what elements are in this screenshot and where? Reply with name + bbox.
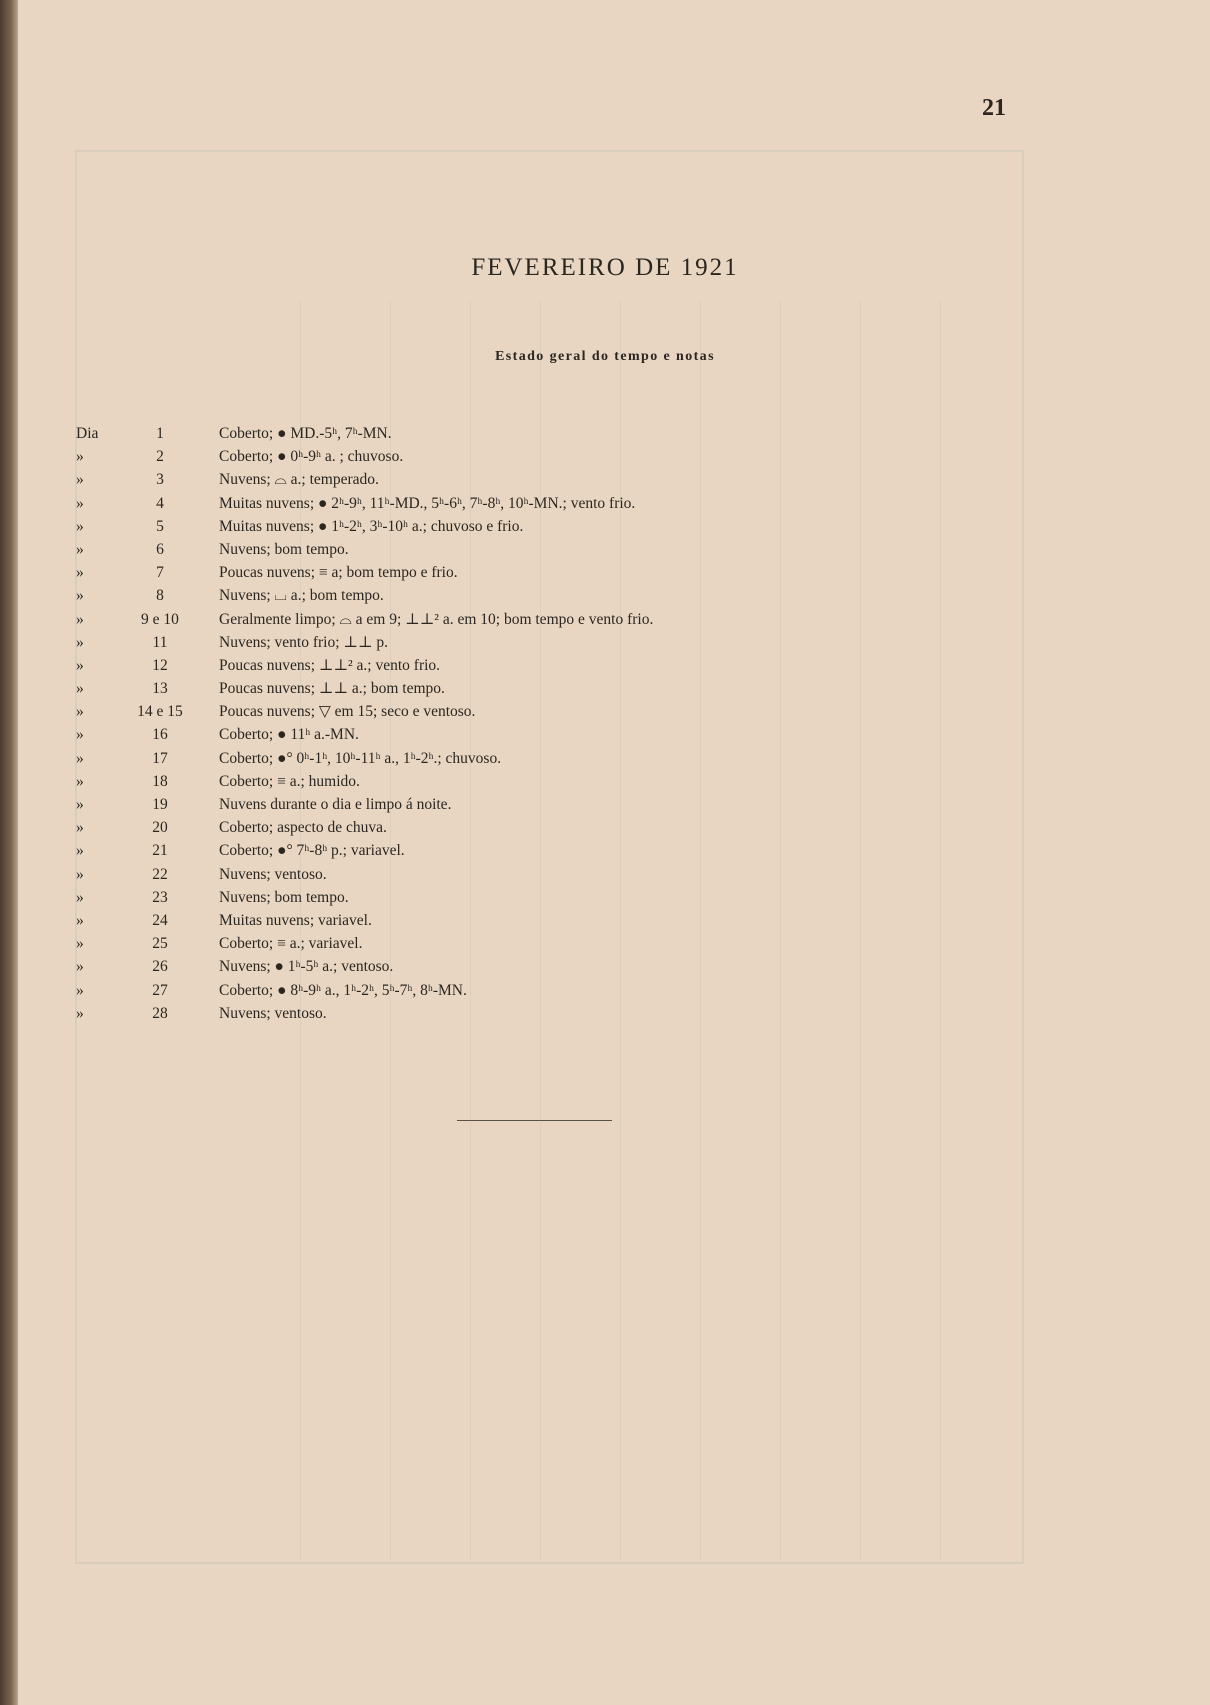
row-prefix: » bbox=[76, 865, 84, 883]
day-number: 20 bbox=[152, 819, 168, 837]
row-prefix: » bbox=[76, 471, 84, 489]
show-through-column bbox=[300, 300, 301, 1560]
day-number: 9 e 10 bbox=[141, 610, 179, 628]
row-prefix: » bbox=[76, 656, 84, 674]
day-number: 17 bbox=[152, 749, 168, 767]
weather-note: Nuvens; ventoso. bbox=[219, 1004, 327, 1022]
day-number: 22 bbox=[152, 865, 168, 883]
day-number: 13 bbox=[152, 680, 168, 698]
weather-note: Nuvens; ⌓ a.; temperado. bbox=[219, 471, 379, 489]
list-item bbox=[0, 608, 1210, 631]
list-item bbox=[0, 863, 1210, 886]
row-prefix: » bbox=[76, 958, 84, 976]
row-prefix: » bbox=[76, 703, 84, 721]
weather-note: Nuvens; ● 1ʰ-5ʰ a.; ventoso. bbox=[219, 958, 394, 976]
list-item bbox=[0, 770, 1210, 793]
list-item bbox=[0, 677, 1210, 700]
day-number: 25 bbox=[152, 935, 168, 953]
row-prefix: » bbox=[76, 935, 84, 953]
weather-note: Coberto; ●° 7ʰ-8ʰ p.; variavel. bbox=[219, 842, 405, 860]
show-through-column bbox=[780, 300, 781, 1560]
show-through-column bbox=[940, 300, 941, 1560]
day-number: 3 bbox=[156, 471, 164, 489]
weather-note: Muitas nuvens; variavel. bbox=[219, 911, 372, 929]
weather-note: Coberto; ● MD.-5ʰ, 7ʰ-MN. bbox=[219, 425, 392, 442]
day-number: 7 bbox=[156, 564, 164, 582]
weather-note: Nuvens; bom tempo. bbox=[219, 540, 349, 558]
list-item bbox=[0, 747, 1210, 770]
day-number: 14 e 15 bbox=[137, 703, 183, 721]
row-prefix: » bbox=[76, 448, 84, 466]
row-prefix: » bbox=[76, 726, 84, 744]
row-prefix: » bbox=[76, 796, 84, 813]
list-item bbox=[0, 654, 1210, 677]
show-through-column bbox=[470, 300, 471, 1560]
weather-note: Nuvens; bom tempo. bbox=[219, 888, 349, 906]
list-item bbox=[0, 445, 1210, 468]
end-rule bbox=[457, 1120, 612, 1121]
day-number: 8 bbox=[156, 587, 164, 605]
weather-note: Coberto; ≡ a.; humido. bbox=[219, 772, 360, 790]
list-item bbox=[0, 515, 1210, 538]
list-item bbox=[0, 793, 1210, 816]
weather-note: Muitas nuvens; ● 2ʰ-9ʰ, 11ʰ-MD., 5ʰ-6ʰ, 7ʰ-8ʰ, 10ʰ-MN.; vento frio. bbox=[219, 494, 636, 512]
weather-note: Poucas nuvens; ≡ a; bom tempo e frio. bbox=[219, 564, 458, 582]
row-prefix: » bbox=[76, 564, 84, 582]
row-prefix: » bbox=[76, 680, 84, 698]
weather-note: Poucas nuvens; ⊥⊥² a.; vento frio. bbox=[219, 656, 441, 674]
weather-note: Nuvens durante o dia e limpo á noite. bbox=[219, 796, 452, 813]
row-prefix: » bbox=[76, 587, 84, 605]
row-prefix: » bbox=[76, 1004, 84, 1022]
day-number: 5 bbox=[156, 517, 164, 535]
list-item bbox=[0, 1002, 1210, 1025]
day-number: 23 bbox=[152, 888, 168, 906]
list-item bbox=[0, 909, 1210, 932]
list-item bbox=[0, 468, 1210, 491]
list-item bbox=[0, 839, 1210, 862]
weather-note: Coberto; ≡ a.; variavel. bbox=[219, 935, 363, 953]
weather-note: Coberto; ● 0ʰ-9ʰ a. ; chuvoso. bbox=[219, 448, 404, 466]
row-prefix: » bbox=[76, 842, 84, 860]
weather-note: Nuvens; ⌴ a.; bom tempo. bbox=[219, 587, 384, 605]
weather-note: Poucas nuvens; ▽ em 15; seco e ventoso. bbox=[219, 703, 476, 721]
day-number: 19 bbox=[152, 796, 168, 813]
list-item bbox=[0, 584, 1210, 607]
weather-note: Nuvens; ventoso. bbox=[219, 865, 327, 883]
show-through-column bbox=[860, 300, 861, 1560]
day-number: 4 bbox=[156, 494, 164, 512]
list-item bbox=[0, 492, 1210, 515]
row-prefix: » bbox=[76, 517, 84, 535]
weather-notes-list bbox=[0, 422, 1210, 1025]
weather-note: Geralmente limpo; ⌓ a em 9; ⊥⊥² a. em 10; bom tempo e vento frio. bbox=[219, 610, 654, 628]
row-prefix: » bbox=[76, 981, 84, 999]
weather-note: Poucas nuvens; ⊥⊥ a.; bom tempo. bbox=[219, 680, 445, 698]
row-prefix: » bbox=[76, 610, 84, 628]
day-number: 11 bbox=[152, 633, 168, 651]
day-number: 6 bbox=[156, 540, 164, 558]
list-item bbox=[0, 816, 1210, 839]
row-prefix: » bbox=[76, 633, 84, 651]
weather-note: Coberto; ● 11ʰ a.-MN. bbox=[219, 726, 359, 744]
row-prefix: » bbox=[76, 494, 84, 512]
weather-note: Nuvens; vento frio; ⊥⊥ p. bbox=[219, 633, 389, 651]
day-number: 16 bbox=[152, 726, 168, 744]
row-prefix: » bbox=[76, 888, 84, 906]
page-title: FEVEREIRO DE 1921 bbox=[471, 254, 739, 281]
list-item bbox=[0, 422, 1210, 445]
list-item bbox=[0, 979, 1210, 1002]
list-item bbox=[0, 886, 1210, 909]
day-number: 28 bbox=[152, 1004, 168, 1022]
row-prefix: » bbox=[76, 540, 84, 558]
weather-note: Muitas nuvens; ● 1ʰ-2ʰ, 3ʰ-10ʰ a.; chuvoso e frio. bbox=[219, 517, 524, 535]
section-subtitle: Estado geral do tempo e notas bbox=[495, 349, 715, 364]
list-item bbox=[0, 932, 1210, 955]
day-number: 24 bbox=[152, 911, 168, 929]
day-number: 12 bbox=[152, 656, 168, 674]
day-number: 2 bbox=[156, 448, 164, 466]
list-item bbox=[0, 561, 1210, 584]
day-number: 26 bbox=[152, 958, 168, 976]
list-item bbox=[0, 955, 1210, 978]
day-number: 27 bbox=[152, 981, 168, 999]
show-through-column bbox=[700, 300, 701, 1560]
weather-note: Coberto; ●° 0ʰ-1ʰ, 10ʰ-11ʰ a., 1ʰ-2ʰ.; chuvoso. bbox=[219, 749, 502, 767]
weather-note: Coberto; aspecto de chuva. bbox=[219, 819, 387, 837]
row-prefix: Dia bbox=[76, 425, 99, 442]
day-number: 21 bbox=[152, 842, 168, 860]
show-through-column bbox=[620, 300, 621, 1560]
page-number: 21 bbox=[982, 95, 1006, 121]
row-prefix: » bbox=[76, 819, 84, 837]
show-through-column bbox=[540, 300, 541, 1560]
list-item bbox=[0, 700, 1210, 723]
day-number: 1 bbox=[156, 425, 164, 442]
list-item bbox=[0, 538, 1210, 561]
weather-note: Coberto; ● 8ʰ-9ʰ a., 1ʰ-2ʰ, 5ʰ-7ʰ, 8ʰ-MN. bbox=[219, 981, 467, 999]
list-item bbox=[0, 631, 1210, 654]
row-prefix: » bbox=[76, 749, 84, 767]
show-through-column bbox=[390, 300, 391, 1560]
list-item bbox=[0, 723, 1210, 746]
row-prefix: » bbox=[76, 772, 84, 790]
row-prefix: » bbox=[76, 911, 84, 929]
day-number: 18 bbox=[152, 772, 168, 790]
